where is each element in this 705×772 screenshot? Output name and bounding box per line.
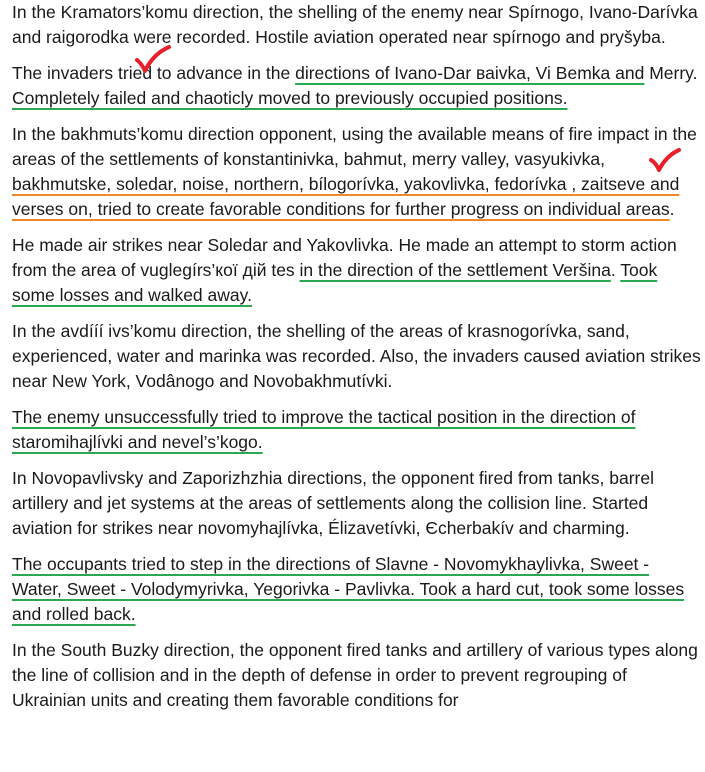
- green-underlined-text: directions of Ivano-Dar ваivka, Vi Bemka and: [295, 63, 645, 83]
- paragraph-6: [12, 405, 702, 455]
- text-segment: In the Kramators’komu direction, the shelling of the enemy near Spírnogo, Ivano-Darívka and raigorodka were recorded. Hostile aviation operated near spírnogo and pryšyba.: [12, 2, 698, 47]
- text-segment: In the avdííí ivs’komu direction, the shelling of the areas of krasnogorívka, sand, experienced, water and marinka was recorded. Also, the invaders caused aviation strikes near New York, Vodânogo and Novobakhmutívki.: [12, 321, 701, 391]
- green-underlined-text: The occupants tried to step in the directions of Slavne - Novomykhaylivka, Sweet - Water, Sweet - Volodymyrivka, Yegorivka - Pavlivka. Took a hard cut, took some losses and rolled back.: [12, 554, 685, 624]
- text-segment: In Novopavlivsky and Zaporizhzhia directions, the opponent fired from tanks, barrel artillery and jet systems at the areas of settlements along the collision line. Started aviation for strikes near novomyhajlívka, Élizavetívki, Єcherbakív and charming.: [12, 468, 654, 538]
- green-underlined-text: The enemy unsuccessfully tried to improve the tactical position in the direction of staromihajlívki and nevel’s’kogo.: [12, 407, 636, 452]
- paragraph-9: [12, 638, 702, 713]
- paragraph-2: [12, 61, 702, 111]
- text-segment: In the South Buzky direction, the opponent fired tanks and artillery of various types along the line of collision and in the depth of defense in order to prevent regrouping of Ukrainian units and creating them favorable conditions for: [12, 640, 698, 710]
- green-underlined-text: Completely failed and chaoticly moved to previously occupied positions.: [12, 88, 568, 108]
- text-segment: .: [610, 260, 621, 280]
- text-segment: In the bakhmuts’komu direction opponent, using the available means of fire impact in the areas of the settlements of konstantinivka, bahmut, merry valley, vasyukivka,: [12, 124, 697, 169]
- paragraph-7: [12, 466, 702, 541]
- text-segment: .: [669, 199, 675, 219]
- paragraph-5: [12, 319, 702, 394]
- paragraph-8: [12, 552, 702, 627]
- green-underlined-text: in the direction of the settlement Veršina: [299, 260, 611, 280]
- red-checkmark-icon: [648, 146, 682, 176]
- text-segment: He made air strikes near Soledar and Yakovlivka. He made an attempt to storm action from the area of vuglegírs’кої дій tes: [12, 235, 677, 280]
- green-underlined-text: Took some losses and walked away.: [12, 260, 658, 305]
- paragraph-3: [12, 122, 702, 222]
- orange-underlined-text: bakhmutske, soledar, noise, northern, bílogorívka, yakovlivka, fedorívka , zaitseve and verses on, tried to create favorable conditions for further progress on individual areas: [12, 174, 680, 219]
- article-body: [12, 0, 702, 724]
- text-segment: Merry.: [644, 63, 698, 83]
- text-segment: The invaders tried to advance in the: [12, 63, 296, 83]
- paragraph-1: [12, 0, 702, 50]
- paragraph-4: [12, 233, 702, 308]
- red-checkmark-icon: [133, 42, 173, 76]
